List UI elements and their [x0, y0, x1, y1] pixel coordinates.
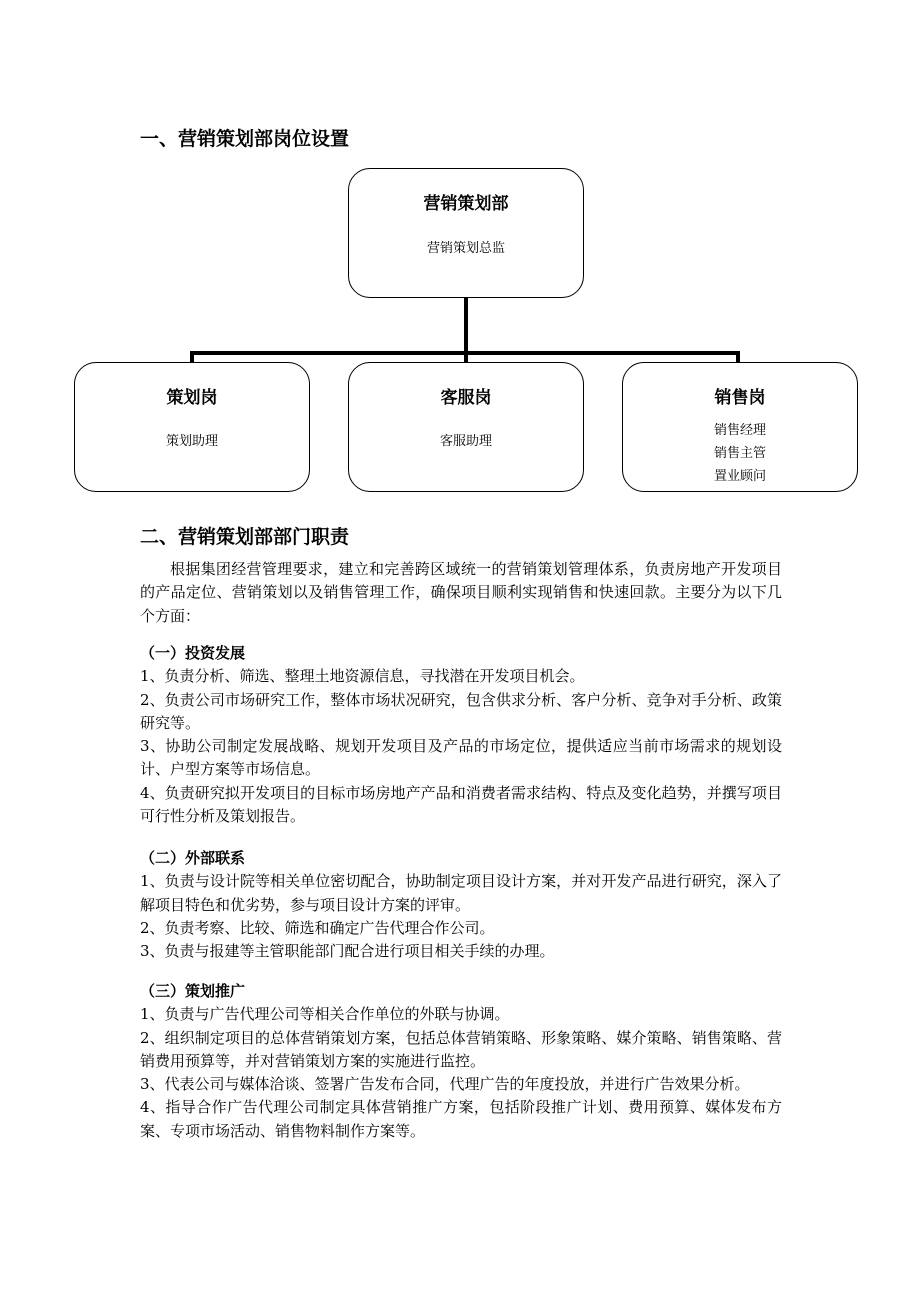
list-item: 4、负责研究拟开发项目的目标市场房地产产品和消费者需求结构、特点及变化趋势，并撰写项目可行性分析及策划报告。	[140, 783, 782, 826]
org-node-sales	[622, 362, 858, 492]
section-investment	[140, 642, 790, 828]
list-item: 3、协助公司制定发展战略、规划开发项目及产品的市场定位，提供适应当前市场需求的规划设计、户型方案等市场信息。	[140, 737, 782, 779]
org-node-top	[348, 168, 584, 298]
org-node-title: 销售岗	[714, 388, 766, 408]
intro-paragraph: 根据集团经营管理要求，建立和完善跨区域统一的营销策划管理体系，负责房地产开发项目的产品定位、营销策划以及销售管理工作，确保项目顺利实现销售和快速回款。主要分为以下几个方面：	[140, 560, 782, 625]
section1-title: 一、营销策划部岗位设置	[140, 128, 350, 150]
list-item: 1、负责与设计院等相关单位密切配合，协助制定项目设计方案，并对开发产品进行研究，深入了解项目特色和优劣势，参与项目设计方案的评审。	[140, 872, 782, 914]
section-promotion	[140, 980, 790, 1143]
org-role: 客服助理	[439, 434, 492, 449]
connector-vertical	[464, 297, 468, 354]
org-role: 销售经理	[713, 423, 766, 438]
list-item: 2、组织制定项目的总体营销策划方案，包括总体营销策略、形象策略、媒介策略、销售策略、营销费用预算等，并对营销策划方案的实施进行监控。	[140, 1028, 782, 1070]
org-node-title: 策划岗	[166, 388, 218, 408]
list-item: 4、指导合作广告代理公司制定具体营销推广方案，包括阶段推广计划、费用预算、媒体发布方案、专项市场活动、销售物料制作方案等。	[140, 1098, 782, 1140]
list-item: 2、负责公司市场研究工作，整体市场状况研究，包含供求分析、客户分析、竞争对手分析、政策研究等。	[140, 690, 782, 732]
org-role: 销售主管	[713, 446, 766, 461]
org-node-title: 客服岗	[440, 388, 492, 408]
section-heading: （二）外部联系	[140, 849, 246, 867]
list-item: 1、负责与广告代理公司等相关合作单位的外联与协调。	[140, 1005, 510, 1024]
section-heading: （一）投资发展	[140, 644, 246, 662]
org-role: 营销策划总监	[426, 241, 505, 256]
org-node-roles	[349, 430, 583, 453]
section2-title: 二、营销策划部部门职责	[140, 526, 350, 548]
list-item: 3、负责与报建等主管职能部门配合进行项目相关手续的办理。	[140, 942, 555, 961]
org-node-roles	[75, 430, 309, 453]
org-node-title: 营销策划部	[423, 194, 509, 214]
org-role: 置业顾问	[713, 469, 766, 484]
org-node-service	[348, 362, 584, 492]
org-node-roles	[623, 419, 857, 488]
section-heading: （三）策划推广	[140, 982, 246, 1000]
list-item: 2、负责考察、比较、筛选和确定广告代理合作公司。	[140, 918, 495, 937]
org-node-planning	[74, 362, 310, 492]
list-item: 3、代表公司与媒体洽谈、签署广告发布合同，代理广告的年度投放，并进行广告效果分析。	[140, 1075, 750, 1094]
section-external	[140, 847, 790, 963]
list-item: 1、负责分析、筛选、整理土地资源信息，寻找潜在开发项目机会。	[140, 667, 585, 686]
org-node-roles	[349, 237, 583, 260]
org-role: 策划助理	[165, 434, 218, 449]
